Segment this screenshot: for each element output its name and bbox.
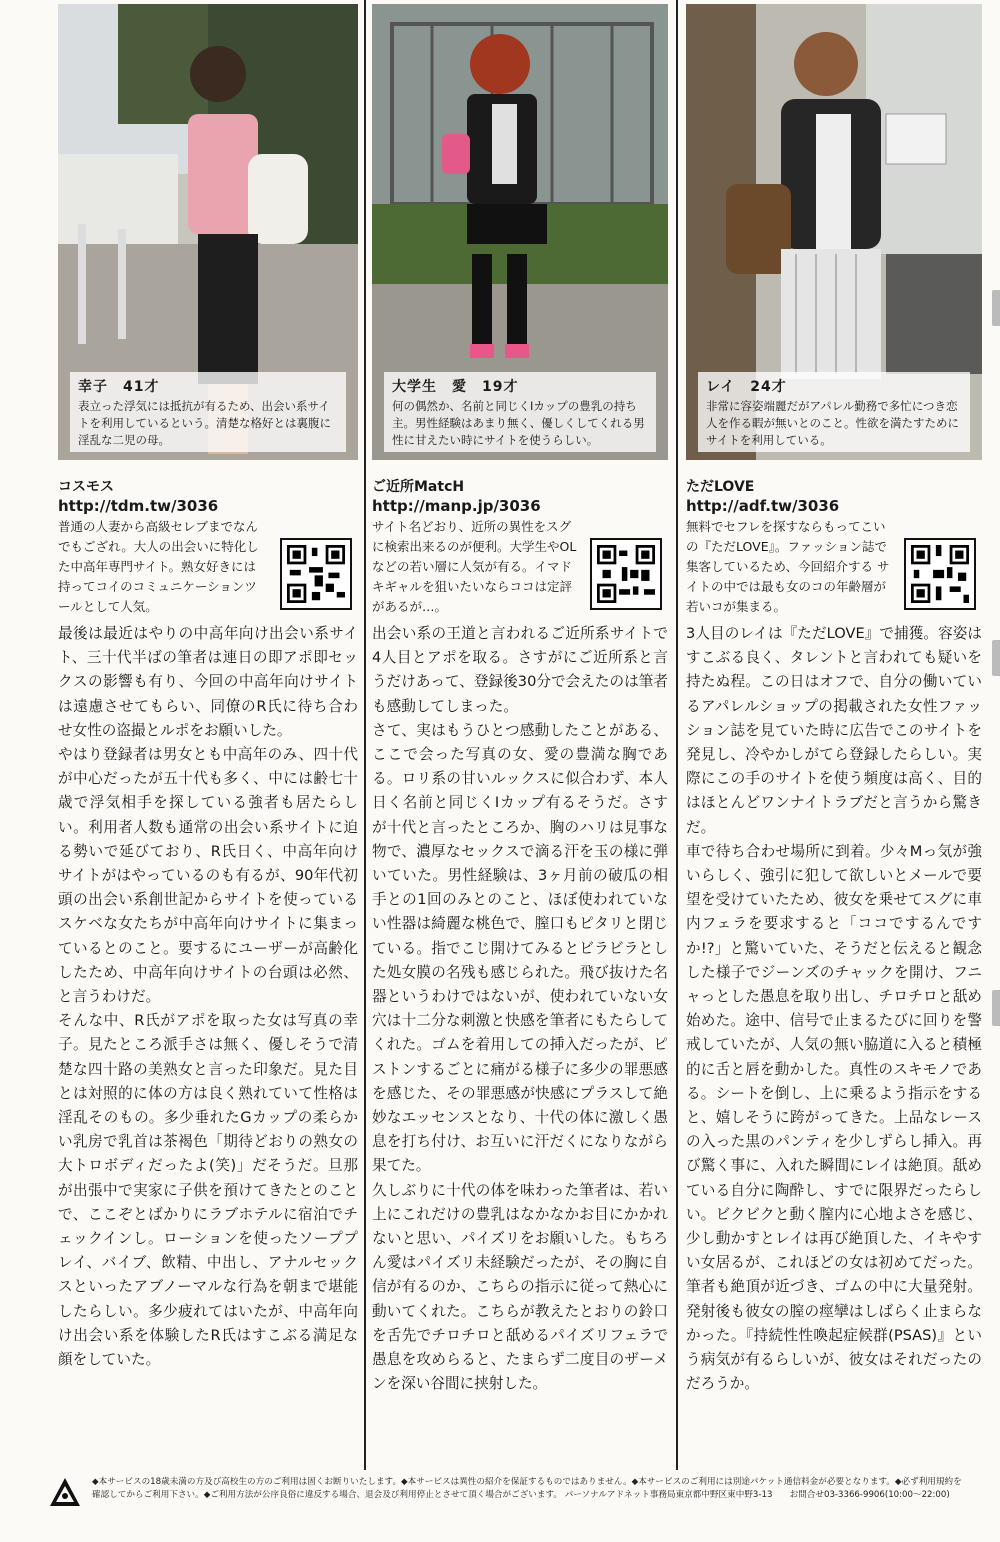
page-edge-tab <box>992 990 1000 1026</box>
caption-name: 幸子 41才 <box>78 379 160 395</box>
street-photo <box>686 4 982 460</box>
column-2 <box>372 0 668 1460</box>
column-divider <box>676 0 678 1470</box>
caption-text: 非常に容姿端麗だがアパレル勤務で多忙につき恋人を作る暇が無いとのこと。性欲を満たすためにサイトを利用している。 <box>706 399 959 447</box>
site-url[interactable]: http://manp.jp/3036 <box>372 497 541 515</box>
site-url[interactable]: http://tdm.tw/3036 <box>58 497 219 515</box>
page-edge-tab <box>992 640 1000 676</box>
site-description: 普通の人妻から高級セレブまでなんでもござれ。大人の出会いに特化した中高年専門サイト。熟女好きには持ってコイのコミュニケーションツールとして人気。 <box>58 519 259 614</box>
photo-caption <box>384 372 656 452</box>
caption-name: 大学生 愛 19才 <box>392 379 519 395</box>
column-1 <box>58 0 358 1460</box>
column-divider <box>364 0 366 1470</box>
caption-text: 何の偶然か、名前と同じくIカップの豊乳の持ち主。男性経験はあまり無く、優しくしてくれる男性に甘えたい時にサイトを使うらしい。 <box>392 399 645 447</box>
photo-caption <box>698 372 970 452</box>
article-body: 最後は最近はやりの中高年向け出会い系サイト、三十代半ばの筆者は連日の即アポ即セックスの影響も有り、今回の中高年向けサイトは遠慮させてもらい、同僚のR氏に待ち合わせ女性の盗撮とルポをお願いした。 やはり登録者は男女とも中高年のみ、四十代が中心だったが五十代も多く、中には齢七十歳で浮気相手を探している強者も居たらしい。利用者人数も通常の出会い系サイトに迫る勢いで延びており、R氏日く、中高年向けサイトがはやっているのも有るが、90年代初頭の出会い系創世記からサイトを使っているスケベな女たちが中高年向けサイトに集まっているとのこと。要するにユーザーが高齢化したため、中高年向けサイトの台頭は必然、と言うわけだ。 そんな中、R氏がアポを取った女は写真の幸子。見たところ派手さは無く、優しそうで清楚な四十路の美熟女と言った印象だ。見た目とは対照的に体の方は良く熟れていて性格は淫乱そのもの。多少垂れたGカップの柔らかい乳房で乳首は茶褐色「期待どおりの熟女の大トロボディだったよ(笑)」だそうだ。旦那が出張中で実家に子供を預けてきたとのことで、ここぞとばかりにラブホテルに宿泊でチェックインし。ローションを使ったソーププレイ、バイブ、飲精、中出し、アナルセックスといったアブノーマルな行為を朝まで堪能したらしい。多少疲れてはいたが、中高年向け出会い系を体験したR氏はすこぶる満足な顔をしていた。 <box>58 625 358 1369</box>
caption-name: レイ 24才 <box>706 379 787 395</box>
caption-text: 表立った浮気には抵抗が有るため、出会い系サイトを利用しているという。清楚な格好とは裏腹に淫乱な二児の母。 <box>78 399 331 447</box>
site-info <box>686 476 982 617</box>
site-url[interactable]: http://adf.tw/3036 <box>686 497 840 515</box>
site-name: ご近所MatcH <box>372 479 465 495</box>
site-name: ただLOVE <box>686 479 755 495</box>
qr-code-icon[interactable] <box>280 538 352 610</box>
site-info <box>372 476 668 617</box>
qr-code-icon[interactable] <box>590 538 662 610</box>
footer-text: ◆本サービスの18歳未満の方及び高校生の方のご利用は固くお断りいたします。◆本サービスは異性の紹介を保証するものではありません。◆本サービスのご利用には別途パケット通信料金が必要となります。◆必ず利用規約を確認してからご利用下さい。◆ご利用方法が公序良俗に違反する場合、退会及び利用停止とさせて頂く場合がございます。 パーソナルアドネット事務局東京都中野区東中野3-13 お問合せ03-3366-9906(10:00〜22:00) <box>92 1477 962 1500</box>
column-3 <box>686 0 982 1460</box>
street-photo <box>372 4 668 460</box>
site-info <box>58 476 358 617</box>
site-name: コスモス <box>58 479 114 495</box>
site-description: サイト名どおり、近所の異性をスグに検索出来るのが便利。大学生やOLなどの若い層に人気が有る。イマドキギャルを狙いたいならココは定評があるが…。 <box>372 519 577 614</box>
street-photo <box>58 4 358 460</box>
qr-code-icon[interactable] <box>904 538 976 610</box>
photo-caption <box>70 372 346 452</box>
article-body: 3人目のレイは『ただLOVE』で捕獲。容姿はすこぶる良く、タレントと言われても疑いを持たぬ程。この日はオフで、自分の働いているアパレルショップの掲載された女性ファッション誌を見ていた時に広告でこのサイトを発見し、冷やかしがてら登録したらしい。実際にこの手のサイトを使う頻度は高く、目的はほとんどワンナイトラブだと言うから驚きだ。 車で待ち合わせ場所に到着。少々Mっ気が強いらしく、強引に犯して欲しいとメールで要望を受けていたため、彼女を乗せてスグに車内フェラを要求すると「ココでするんですか!?」と驚いていた、そうだと伝えると観念した様子でジーンズのチャックを開け、フニャっとした愚息を取り出し、チロチロと舐め始めた。途中、信号で止まるたびに回りを警戒していたが、人気の無い脇道に入ると積極的に舌と唇を動かした。真性のスキモノである。シートを倒し、上に乗るよう指示をすると、嬉しそうに跨がってきた。上品なレースの入った黒のパンティを少しずらし挿入。再び驚く事に、入れた瞬間にレイは絶頂。舐めている自分に陶酔し、すでに限界だったらしい。ビクビクと動く膣内に心地よさを感じ、少し動かすとレイは再び絶頂した、イキやすい女居るが、これほどの女は初めてだった。筆者も絶頂が近づき、ゴムの中に大量発射。発射後も彼女の膣の痙攣はしばらく止まらなかった。『持続性性喚起症候群(PSAS)』という病気が有るらしいが、彼女はそれだったのだろうか。 <box>686 625 982 1393</box>
site-description: 無料でセフレを探すならもってこいの『ただLOVE』。ファッション誌で集客しているため、今回紹介する サイトの中では最も女のコの年齢層が若いコが集まる。 <box>686 519 890 614</box>
page-edge-tab <box>992 290 1000 326</box>
footer-notice <box>48 1476 970 1516</box>
logo-icon <box>48 1476 82 1510</box>
article-body: 出会い系の王道と言われるご近所系サイトで4人目とアポを取る。さすがにご近所系と言うだけあって、登録後30分で会えたのは筆者も感動してしまった。 さて、実はもうひとつ感動したことがある、ここで会った写真の女、愛の豊満な胸である。ロリ系の甘いルックスに似合わず、本人日く名前と同じくIカップ有るそうだ。さすが十代と言ったところか、胸のハリは見事な物で、濃厚なセックスで滴る汗を玉の様に弾いていた。男性経験は、3ヶ月前の破瓜の相手との1回のみとのこと、ほぼ使われていない性器は綺麗な桃色で、膣口もピタリと閉じている。指でこじ開けてみるとビラビラとした処女膜の名残も感じられた。飛び抜けた名器というわけではないが、使われていない女穴は十二分な刺激と快感を筆者にもたらしてくれた。ゴムを着用しての挿入だったが、ピストンするごとに痛がる様子に多少の罪悪感を感じた、その罪悪感が快感にプラスして絶妙なエッセンスとなり、十代の体に激しく愚息を打ち付け、お互いに汗だくになりながら果てた。 久しぶりに十代の体を味わった筆者は、若い上にこれだけの豊乳はなかなかお目にかかれないと思い、パイズリをお願いした。もちろん愛はパイズリ未経験だったが、その胸に自信が有るのか、こちらの指示に従って熱心に動いてくれた。こちらが教えたとおりの鈴口を舌先でチロチロと舐めるパイズリフェラで愚息を攻めらると、たまらず二度目のザーメンを深い谷間に挟射した。 <box>372 625 668 1393</box>
